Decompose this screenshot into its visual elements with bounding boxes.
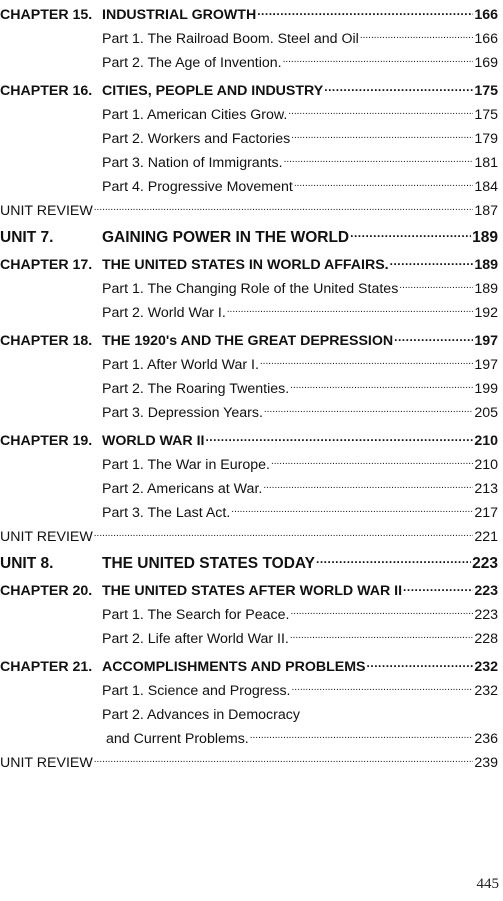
entry-title: Part 4. Progressive Movement <box>102 179 293 195</box>
page-ref: 181 <box>474 155 498 171</box>
entry-title: Part 2. The Age of Invention. <box>102 55 282 71</box>
page-ref: 223 <box>474 607 498 623</box>
page-ref: 166 <box>474 31 498 47</box>
toc-entry-part <box>0 603 498 627</box>
dot-leader <box>390 255 474 269</box>
toc-entry-review <box>0 199 498 223</box>
toc-entry-part-head <box>0 703 498 727</box>
page-ref: 239 <box>474 755 498 771</box>
toc-entry-part <box>0 51 498 75</box>
entry-title: INDUSTRIAL GROWTH <box>102 7 257 23</box>
toc-entry-part <box>0 301 498 325</box>
page-ref: 189 <box>474 257 498 273</box>
toc-entry-part <box>0 27 498 51</box>
toc-entry-part <box>0 103 498 127</box>
toc-entry-part <box>0 377 498 401</box>
entry-title: THE 1920's AND THE GREAT DEPRESSION <box>102 333 394 349</box>
entry-title: Part 1. Science and Progress. <box>102 683 291 699</box>
entry-title: THE UNITED STATES AFTER WORLD WAR II <box>102 583 403 599</box>
toc-entry-part <box>0 277 498 301</box>
chapter-number: CHAPTER 17. <box>0 257 93 273</box>
toc-entry-part <box>0 501 498 525</box>
page-ref: 184 <box>474 179 498 195</box>
entry-title: WORLD WAR II <box>102 433 205 449</box>
toc-entry-part <box>0 151 498 175</box>
dot-leader <box>360 29 474 43</box>
page-ref: 228 <box>474 631 498 647</box>
dot-leader <box>291 681 473 695</box>
dot-leader <box>94 753 474 767</box>
entry-title: Part 1. The Railroad Boom. Steel and Oil <box>102 31 359 47</box>
toc-entry-chapter <box>0 429 498 453</box>
chapter-number: CHAPTER 21. <box>0 659 93 675</box>
entry-title: Part 2. Advances in Democracy <box>102 707 300 723</box>
page-ref: 236 <box>474 731 498 747</box>
entry-title: Part 1. After World War I. <box>102 357 259 373</box>
dot-leader <box>263 479 473 493</box>
dot-leader <box>288 105 473 119</box>
unit-number: UNIT 7. <box>0 229 54 246</box>
entry-title: and Current Problems. <box>106 731 249 747</box>
entry-title: CITIES, PEOPLE AND INDUSTRY <box>102 83 324 99</box>
entry-title: Part 2. Americans at War. <box>102 481 263 497</box>
page-ref: 221 <box>474 529 498 545</box>
entry-title: UNIT REVIEW <box>0 755 93 771</box>
chapter-number: CHAPTER 18. <box>0 333 93 349</box>
dot-leader <box>264 403 473 417</box>
toc-entry-part <box>0 353 498 377</box>
entry-title: Part 1. The Search for Peace. <box>102 607 290 623</box>
dot-leader <box>284 153 474 167</box>
toc-entry-part <box>0 453 498 477</box>
entry-title: Part 3. Nation of Immigrants. <box>102 155 283 171</box>
page-ref: 179 <box>474 131 498 147</box>
entry-title: Part 1. The War in Europe. <box>102 457 270 473</box>
page-ref: 189 <box>474 281 498 297</box>
dot-leader <box>367 657 474 671</box>
page-ref: 169 <box>474 55 498 71</box>
page-ref: 205 <box>474 405 498 421</box>
dot-leader <box>394 331 473 345</box>
dot-leader <box>403 581 473 595</box>
page-ref: 210 <box>474 457 498 473</box>
dot-leader <box>205 431 473 445</box>
page-ref: 217 <box>474 505 498 521</box>
toc-entry-unit <box>0 552 498 576</box>
page-ref: 199 <box>474 381 498 397</box>
toc-entry-review <box>0 525 498 549</box>
page-ref: 187 <box>474 203 498 219</box>
page-ref: 166 <box>474 7 498 23</box>
dot-leader <box>94 201 474 215</box>
toc-entry-chapter <box>0 253 498 277</box>
chapter-number: CHAPTER 20. <box>0 583 93 599</box>
dot-leader <box>227 303 474 317</box>
dot-leader <box>316 553 471 569</box>
dot-leader <box>283 53 474 67</box>
chapter-number: CHAPTER 16. <box>0 83 93 99</box>
chapter-number: CHAPTER 15. <box>0 7 93 23</box>
entry-title: UNIT REVIEW <box>0 529 93 545</box>
entry-title: Part 3. Depression Years. <box>102 405 263 421</box>
page-ref: 232 <box>474 683 498 699</box>
toc-entry-chapter <box>0 79 498 103</box>
dot-leader <box>257 5 473 19</box>
entry-title: ACCOMPLISHMENTS AND PROBLEMS <box>102 659 366 675</box>
toc-entry-part-cont <box>0 727 498 751</box>
dot-leader <box>290 605 473 619</box>
dot-leader <box>290 629 473 643</box>
toc-entry-part <box>0 175 498 199</box>
toc-entry-review <box>0 751 498 775</box>
dot-leader <box>260 355 473 369</box>
chapter-number: CHAPTER 19. <box>0 433 93 449</box>
dot-leader <box>399 279 473 293</box>
toc-entry-chapter <box>0 655 498 679</box>
entry-title: Part 2. World War I. <box>102 305 226 321</box>
dot-leader <box>291 129 473 143</box>
entry-title: Part 1. American Cities Grow. <box>102 107 288 123</box>
page-ref: 175 <box>474 107 498 123</box>
entry-title: Part 2. The Roaring Twenties. <box>102 381 290 397</box>
toc-entry-part <box>0 127 498 151</box>
entry-title: Part 2. Workers and Factories <box>102 131 291 147</box>
dot-leader <box>350 227 471 243</box>
entry-title: Part 3. The Last Act. <box>102 505 231 521</box>
toc-entry-part <box>0 401 498 425</box>
page-ref: 197 <box>474 357 498 373</box>
unit-number: UNIT 8. <box>0 555 54 572</box>
entry-title: Part 2. Life after World War II. <box>102 631 289 647</box>
entry-title: THE UNITED STATES TODAY <box>102 555 316 572</box>
page-ref: 197 <box>474 333 498 349</box>
dot-leader <box>94 527 474 541</box>
page-ref: 175 <box>474 83 498 99</box>
toc-entry-chapter <box>0 3 498 27</box>
toc-entry-part <box>0 627 498 651</box>
page-ref: 213 <box>474 481 498 497</box>
page-ref: 232 <box>474 659 498 675</box>
page-ref: 223 <box>472 555 498 572</box>
page-ref: 210 <box>474 433 498 449</box>
toc-entry-unit <box>0 226 498 250</box>
dot-leader <box>294 177 474 191</box>
entry-title: Part 1. The Changing Role of the United States <box>102 281 399 297</box>
entry-title: THE UNITED STATES IN WORLD AFFAIRS. <box>102 257 389 273</box>
toc-entry-chapter <box>0 329 498 353</box>
dot-leader <box>231 503 473 517</box>
dot-leader <box>324 81 473 95</box>
dot-leader <box>290 379 473 393</box>
toc-entry-part <box>0 477 498 501</box>
page-ref: 223 <box>474 583 498 599</box>
toc-entry-chapter <box>0 579 498 603</box>
entry-title: UNIT REVIEW <box>0 203 93 219</box>
entry-title: GAINING POWER IN THE WORLD <box>102 229 350 246</box>
dot-leader <box>271 455 473 469</box>
dot-leader <box>250 729 474 743</box>
page-ref: 189 <box>472 229 498 246</box>
page-ref: 192 <box>474 305 498 321</box>
page-number: 445 <box>476 876 499 892</box>
toc-entry-part <box>0 679 498 703</box>
